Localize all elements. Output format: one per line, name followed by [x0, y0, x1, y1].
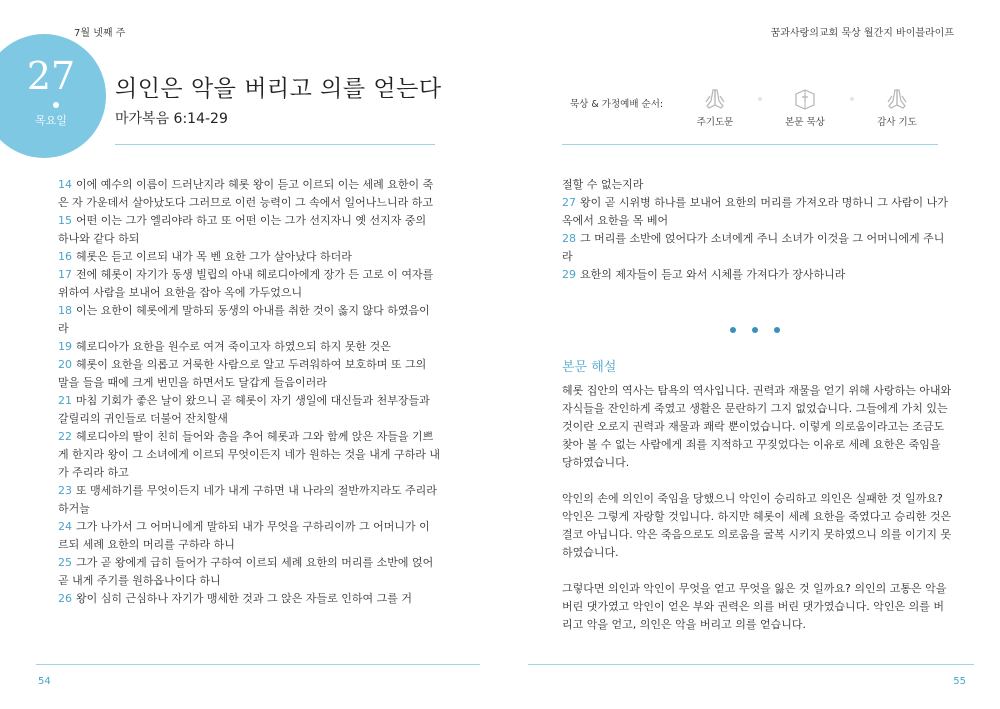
verse — [58, 554, 440, 590]
verse-number: 16 — [58, 250, 72, 263]
verse-continuation: 절할 수 없는지라 — [562, 178, 644, 191]
verse — [58, 590, 440, 608]
verse-number: 24 — [58, 520, 72, 533]
day-dot-icon — [53, 102, 59, 108]
divider-dot — [730, 327, 736, 333]
divider-dot — [752, 327, 758, 333]
verse-text: 마침 기회가 좋은 날이 왔으니 곧 헤롯이 자기 생일에 대신들과 천부장들과 갈릴리의 귀인들로 더불어 잔치할새 — [58, 394, 430, 425]
order-item-label: 감사 기도 — [877, 117, 917, 128]
verse-text: 왕이 심히 근심하나 자기가 맹세한 것과 그 앉은 자들로 인하여 그를 거 — [76, 592, 412, 605]
commentary-paragraph: 헤롯 집안의 역사는 탐욕의 역사입니다. 권력과 재물을 얻기 위해 사랑하는 아내와 자식들을 잔인하게 죽였고 생활은 문란하기 그지 없었습니다. 그들에게 가치 있는 것이란 오로지 권력과 재물과 쾌락 뿐이었습니다. 이렇게 의로움이라고는 조금도 찾아 볼 수 없는 사람에게 죄를 지적하고 꾸짖었다는 이유로 세례 요한은 죽임을 당하였습니다. — [562, 384, 952, 469]
page-number-left: 54 — [38, 676, 51, 687]
verse-number: 21 — [58, 394, 72, 407]
verse-text: 왕이 곧 시위병 하나를 보내어 요한의 머리를 가져오라 명하니 그 사람이 나가 옥에서 요한을 목 베어 — [562, 196, 948, 227]
order-divider — [562, 144, 938, 145]
commentary-paragraph: 그렇다면 의인과 악인이 무엇을 얻고 무엇을 잃은 것 일까요? 의인의 고통은 악을 버린 댓가였고 악인이 얻은 부와 권력은 의를 버린 댓가였습니다. 악인은 의를 버리고 악을 얻고, 의인은 악을 버리고 의를 얻습니다. — [562, 582, 947, 631]
order-item-label: 본문 묵상 — [785, 117, 825, 128]
verse-text: 그 머리를 소반에 얹어다가 소녀에게 주니 소녀가 이것을 그 어머니에게 주니라 — [562, 232, 945, 263]
verse-text: 이에 예수의 이름이 드러난지라 헤롯 왕이 듣고 이르되 이는 세례 요한이 죽은 자 가운데서 살아났도다 그러므로 이런 능력이 그 속에서 일어나느니라 하고 — [58, 178, 434, 209]
section-divider-dots — [730, 318, 796, 337]
verse-text: 헤로디아가 요한을 원수로 여겨 죽이고자 하였으되 하지 못한 것은 — [76, 340, 391, 353]
verse — [58, 266, 440, 302]
verse — [58, 482, 440, 518]
publisher-label: 꿈과사랑의교회 묵상 월간지 바이블라이프 — [770, 28, 954, 39]
scripture-reference: 마가복음 6:14-29 — [115, 111, 228, 127]
week-label: 7월 넷째 주 — [74, 28, 126, 39]
verse — [562, 230, 954, 266]
verse — [58, 338, 440, 356]
verse — [58, 212, 440, 248]
verse-number: 15 — [58, 214, 72, 227]
verses-left-column — [58, 176, 440, 608]
page-number-right: 55 — [953, 676, 966, 687]
verse-number: 26 — [58, 592, 72, 605]
verse-text: 그가 나가서 그 어머니에게 말하되 내가 무엇을 구하리이까 그 어머니가 이르되 세례 요한의 머리를 구하라 하니 — [58, 520, 430, 551]
verse — [562, 266, 954, 284]
verse-number: 18 — [58, 304, 72, 317]
praying-hands-icon — [884, 88, 910, 110]
verse-number: 20 — [58, 358, 72, 371]
verse-text: 이는 요한이 헤롯에게 말하되 동생의 아내를 취한 것이 옳지 않다 하였음이라 — [58, 304, 430, 335]
verse-text: 헤롯은 듣고 이르되 내가 목 벤 요한 그가 살아났다 하더라 — [76, 250, 352, 263]
verse-text: 또 맹세하기를 무엇이든지 네가 내게 구하면 내 나라의 절반까지라도 주리라 하거늘 — [58, 484, 437, 515]
verse-number: 28 — [562, 232, 576, 245]
verse-number: 29 — [562, 268, 576, 281]
verse — [58, 248, 440, 266]
verse — [562, 194, 954, 230]
verse-text: 어떤 이는 그가 엘리야라 하고 또 어떤 이는 그가 선지자니 옛 선지자 중의 하나와 같다 하되 — [58, 214, 427, 245]
title-divider — [115, 144, 435, 145]
verses-right-column — [562, 176, 954, 284]
commentary-paragraph: 악인의 손에 의인이 죽임을 당했으니 악인이 승리하고 의인은 실패한 것 일까요? 악인은 그렇게 자랑할 것입니다. 하지만 헤롯이 세례 요한을 죽였다고 승리한 것은 결코 아닙니다. 악은 죽음으로도 의로움을 굴복 시키지 못하였으니 의를 이기지 못하였습니다. — [562, 492, 952, 559]
day-weekday: 목요일 — [35, 114, 67, 127]
commentary-body — [562, 382, 954, 652]
footer-divider-left — [36, 664, 480, 665]
devotion-order-label: 묵상 & 가정예배 순서: — [570, 99, 664, 110]
verse-text: 헤로디아의 딸이 친히 들어와 춤을 추어 헤롯과 그와 함께 앉은 자들을 기쁘게 한지라 왕이 그 소녀에게 이르되 무엇이든지 네가 원하는 것을 내게 구하라 내가 주리라 하고 — [58, 430, 440, 479]
verse-number: 25 — [58, 556, 72, 569]
footer-divider-right — [528, 664, 974, 665]
verse-number: 23 — [58, 484, 72, 497]
order-separator — [850, 97, 854, 101]
verse-text: 전에 헤롯이 자기가 동생 빌립의 아내 헤로디아에게 장가 든 고로 이 여자를 위하여 사람을 보내어 요한을 잡아 옥에 가두었으니 — [58, 268, 434, 299]
verse — [58, 518, 440, 554]
order-item-scripture — [770, 80, 840, 128]
divider-dot — [774, 327, 780, 333]
verse — [58, 302, 440, 338]
verse-number: 17 — [58, 268, 72, 281]
devotion-order — [570, 80, 940, 140]
order-item-thanksgiving — [862, 80, 932, 128]
page-title: 의인은 악을 버리고 의를 얻는다 — [115, 76, 442, 102]
order-separator — [758, 97, 762, 101]
praying-hands-icon — [702, 88, 728, 110]
order-item-label: 주기도문 — [696, 117, 734, 128]
verse — [58, 176, 440, 212]
order-item-lords-prayer — [680, 80, 750, 128]
verse-number: 22 — [58, 430, 72, 443]
day-badge — [0, 34, 106, 158]
verse-text: 그가 곧 왕에게 급히 들어가 구하여 이르되 세례 요한의 머리를 소반에 얹어 곧 내게 주기를 원하옵나이다 하니 — [58, 556, 434, 587]
day-number: 27 — [26, 54, 76, 98]
verse-number: 19 — [58, 340, 72, 353]
verse — [58, 356, 440, 392]
commentary-heading: 본문 해설 — [562, 360, 617, 375]
verse-number: 14 — [58, 178, 72, 191]
verse-text: 헤롯이 요한을 의롭고 거룩한 사람으로 알고 두려워하여 보호하며 또 그의 말을 들을 때에 크게 번민을 하면서도 달갑게 들음이러라 — [58, 358, 427, 389]
verse — [58, 428, 440, 482]
verse-number: 27 — [562, 196, 576, 209]
verse-text: 요한의 제자들이 듣고 와서 시체를 가져다가 장사하니라 — [580, 268, 846, 281]
bible-book-icon — [792, 88, 818, 110]
verse — [58, 392, 440, 428]
